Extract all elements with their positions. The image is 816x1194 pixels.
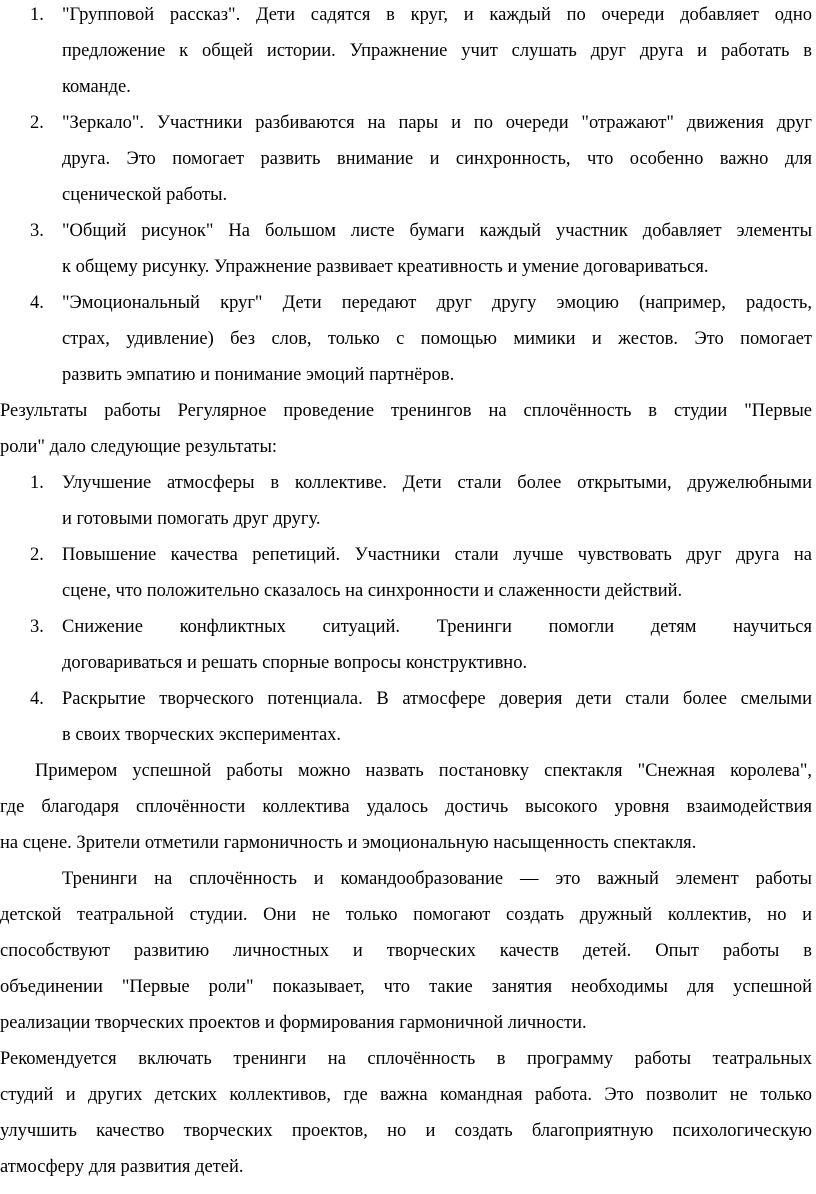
text-line: "Групповой рассказ". Дети садятся в круг, и каждый по очереди добавляет одно: [62, 5, 812, 25]
text-line: способствуют развитию личностных и творческих качеств детей. Опыт работы в: [0, 941, 812, 961]
text-line: договариваться и решать спорные вопросы конструктивно.: [62, 653, 528, 673]
text-line: друга. Это помогает развить внимание и синхронность, что особенно важно для: [62, 149, 812, 169]
text-line: к общему рисунку. Упражнение развивает креативность и умение договариваться.: [62, 257, 709, 277]
list-item-number: 4.: [30, 293, 44, 313]
text-line: предложение к общей истории. Упражнение учит слушать друг друга и работать в: [62, 41, 812, 61]
text-line: на сцене. Зрители отметили гармоничность и эмоциональную насыщенность спектакля.: [0, 833, 697, 853]
list-item: [0, 285, 812, 393]
list-item-number: 3.: [30, 221, 44, 241]
list-item-number: 2.: [30, 545, 44, 565]
text-line: сценической работы.: [62, 185, 228, 205]
text-line: Снижение конфликтных ситуаций. Тренинги помогли детям научиться: [62, 617, 812, 637]
text-line: детской театральной студии. Они не только помогают создать дружный коллектив, но и: [0, 905, 812, 925]
paragraph: [0, 861, 812, 1041]
text-line: Результаты работы Регулярное проведение тренингов на сплочённость в студии "Первые: [0, 401, 812, 421]
text-line: "Зеркало". Участники разбиваются на пары и по очереди "отражают" движения друг: [62, 113, 812, 133]
text-line: Улучшение атмосферы в коллективе. Дети стали более открытыми, дружелюбными: [62, 473, 812, 493]
text-line: сцене, что положительно сказалось на синхронности и слаженности действий.: [62, 581, 683, 601]
list-item-number: 4.: [30, 689, 44, 709]
list-item: [0, 0, 812, 105]
text-line: "Эмоциональный круг" Дети передают друг другу эмоцию (например, радость,: [62, 293, 812, 313]
text-line: в своих творческих экспериментах.: [62, 725, 342, 745]
text-line: страх, удивление) без слов, только с помощью мимики и жестов. Это помогает: [62, 329, 812, 349]
text-line: команде.: [62, 77, 131, 97]
text-line: роли" дало следующие результаты:: [0, 437, 278, 457]
text-line: студий и других детских коллективов, где важна командная работа. Это позволит не только: [0, 1085, 812, 1105]
text-line: улучшить качество творческих проектов, но и создать благоприятную психологическую: [0, 1121, 812, 1141]
text-line: Раскрытие творческого потенциала. В атмосфере доверия дети стали более смелыми: [62, 689, 812, 709]
list-item: [0, 537, 812, 609]
text-line: где благодаря сплочённости коллектива удалось достичь высокого уровня взаимодействия: [0, 797, 812, 817]
paragraph: [0, 393, 812, 465]
text-line: объединении "Первые роли" показывает, что такие занятия необходимы для успешной: [0, 977, 812, 997]
list-item-number: 1.: [30, 5, 44, 25]
text-line: атмосферу для развития детей.: [0, 1157, 244, 1177]
paragraph: [0, 753, 812, 861]
text-line: Повышение качества репетиций. Участники стали лучше чувствовать друг друга на: [62, 545, 812, 565]
text-line: Тренинги на сплочённость и командообразование — это важный элемент работы: [62, 869, 812, 889]
paragraph: [0, 1041, 812, 1185]
list-item-number: 2.: [30, 113, 44, 133]
list-item: [0, 609, 812, 681]
list-item: [0, 681, 812, 753]
text-line: развить эмпатию и понимание эмоций партнёров.: [62, 365, 455, 385]
text-line: Примером успешной работы можно назвать постановку спектакля "Снежная королева",: [35, 761, 812, 781]
list-item-number: 3.: [30, 617, 44, 637]
text-line: и готовыми помогать друг другу.: [62, 509, 321, 529]
text-line: "Общий рисунок" На большом листе бумаги каждый участник добавляет элементы: [62, 221, 812, 241]
text-line: Рекомендуется включать тренинги на сплочённость в программу работы театральных: [0, 1049, 812, 1069]
list-item-number: 1.: [30, 473, 44, 493]
list-item: [0, 105, 812, 213]
list-item: [0, 213, 812, 285]
text-line: реализации творческих проектов и формирования гармоничной личности.: [0, 1013, 587, 1033]
list-item: [0, 465, 812, 537]
